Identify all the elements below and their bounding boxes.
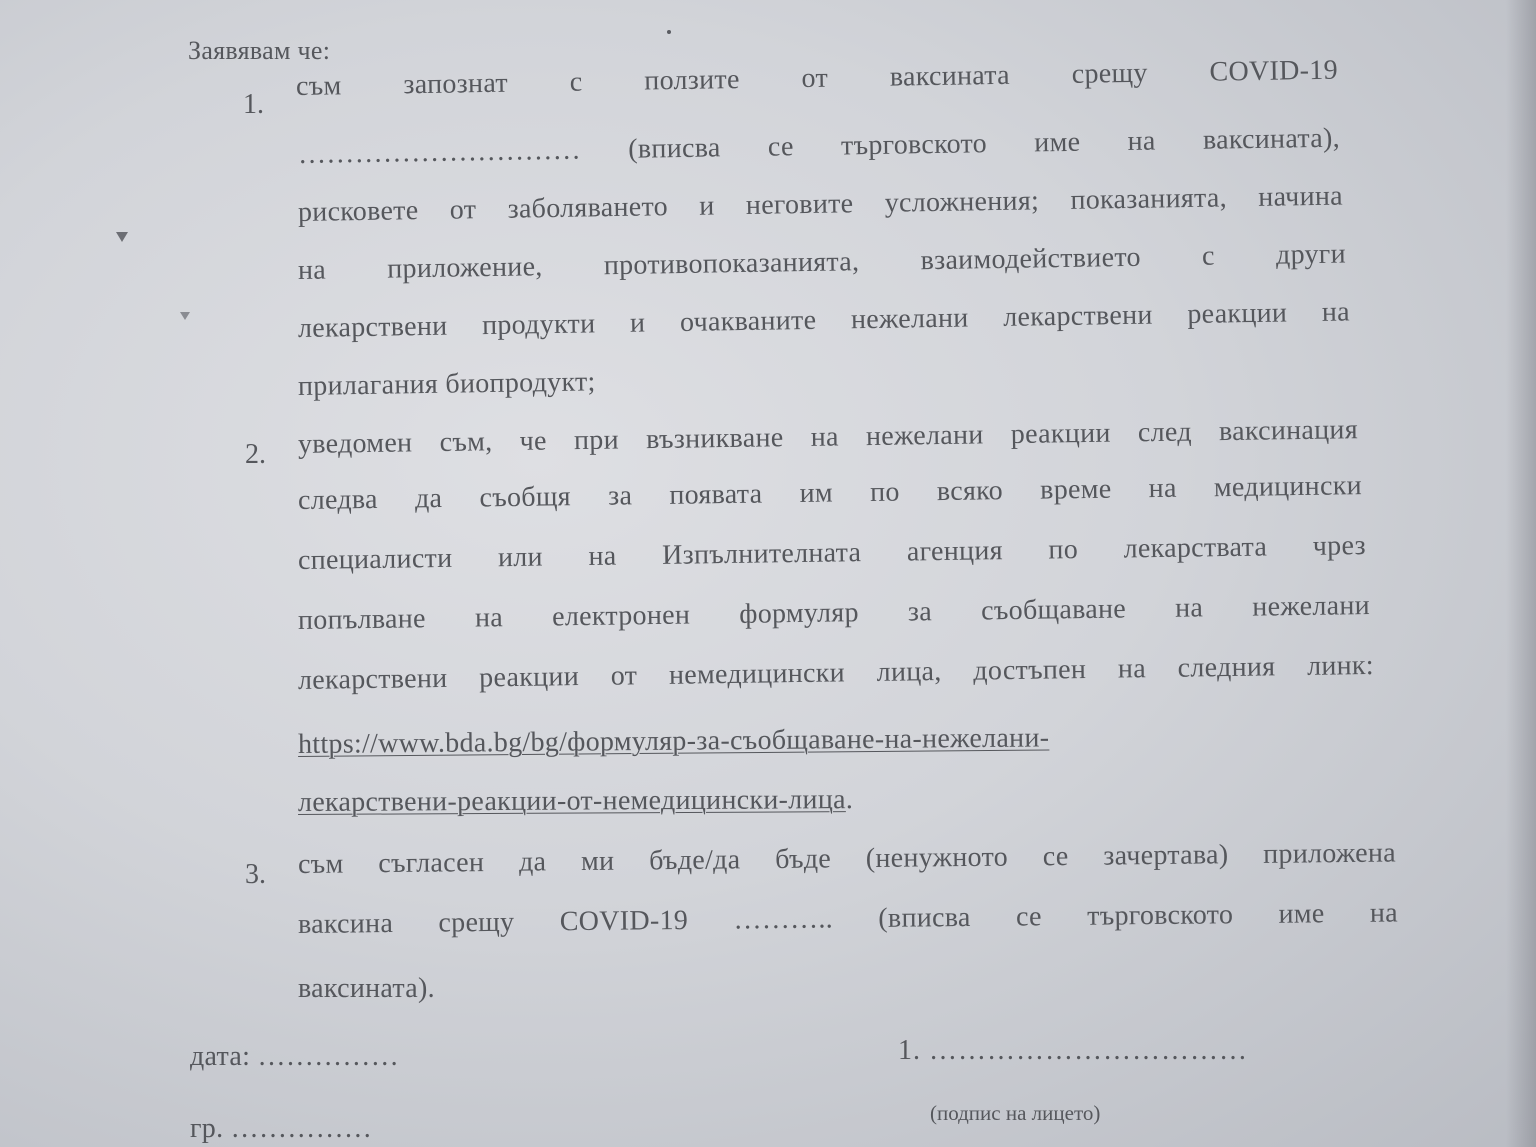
item-1-line-2: ………………………… (вписва се търговското име на ваксината), xyxy=(297,122,1341,170)
feedback-form-link-part-1[interactable]: https://www.bda.bg/bg/формуляр-за-съобщаване-на-нежелани- xyxy=(297,722,1050,760)
item-2-line-1: уведомен съм, че при възникване на нежелани реакции след ваксинация xyxy=(297,414,1359,460)
item-1-line-6: прилагания биопродукт; xyxy=(297,366,596,402)
ink-speck xyxy=(180,312,190,320)
item-2-line-3: специалисти или на Изпълнителната агенция по лекарствата чрез xyxy=(297,530,1367,576)
item-3-number: 3. xyxy=(245,859,266,890)
ink-speck xyxy=(667,30,671,34)
signature-caption: (подпис на лицето) xyxy=(930,1101,1101,1125)
link-period: . xyxy=(845,784,854,816)
signature-line: 1. …………………………… xyxy=(898,1035,1248,1066)
ink-speck xyxy=(116,232,128,242)
declaration-intro: Заявявам че: xyxy=(188,36,331,65)
item-1-line-5: лекарствени продукти и очакваните нежелани лекарствени реакции на xyxy=(297,296,1351,344)
item-1-line-3: рисковете от заболяването и неговите усложнения; показанията, начина xyxy=(297,180,1344,228)
date-field: дата: …………… xyxy=(190,1041,400,1072)
city-field: гр. …………… xyxy=(190,1113,373,1144)
item-3-line-2: ваксина срещу COVID-19 ……….. (вписва се търговското име на xyxy=(297,897,1399,940)
item-1-number: 1. xyxy=(243,89,264,120)
item-2-line-5: лекарствени реакции от немедицински лица, достъпен на следния линк: xyxy=(297,649,1375,696)
item-3-line-1: съм съгласен да ми бъде/да бъде (ненужното се зачертава) приложена xyxy=(297,837,1397,880)
item-2-line-4: попълване на електронен формуляр за съобщаване на нежелани xyxy=(297,590,1371,636)
item-1-line-4: на приложение, противопоказанията, взаимодействието с други xyxy=(297,238,1347,286)
item-2-line-2: следва да съобщя за появата им по всяко време на медицински xyxy=(297,470,1363,516)
item-1-line-1: съм запознат с ползите от ваксината срещу COVID-19 xyxy=(295,54,1339,102)
feedback-form-link-part-2[interactable]: лекарствени-реакции-от-немедицински-лица xyxy=(297,784,846,818)
item-2-number: 2. xyxy=(245,439,266,470)
item-3-line-3: ваксината). xyxy=(298,973,435,1004)
feedback-form-link-line-2 xyxy=(298,783,853,820)
paper-edge-shadow xyxy=(1506,0,1536,1147)
